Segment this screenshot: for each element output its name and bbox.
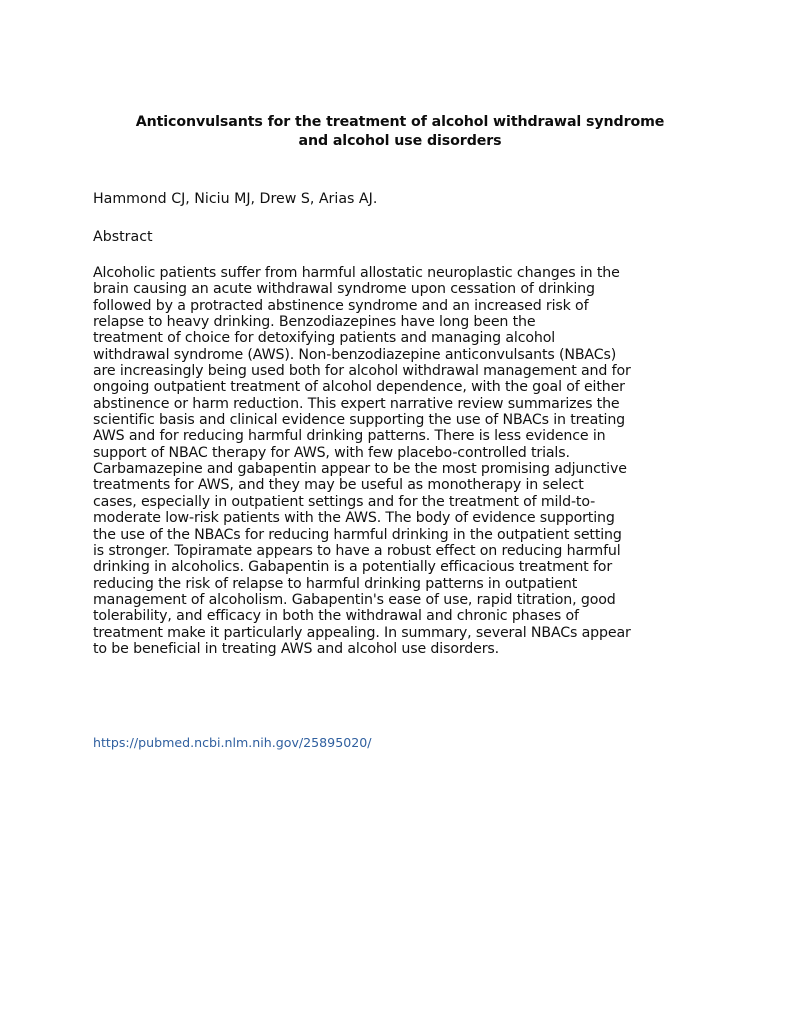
abstract-line: drinking in alcoholics. Gabapentin is a potentially efficacious treatment for <box>93 559 612 576</box>
title-line: and alcohol use disorders <box>298 133 502 149</box>
title-line: Anticonvulsants for the treatment of alcohol withdrawal syndrome <box>135 114 665 130</box>
abstract-line: treatments for AWS, and they may be useful as monotherapy in select <box>93 477 584 494</box>
abstract-line: is stronger. Topiramate appears to have a robust effect on reducing harmful <box>93 542 621 559</box>
abstract-line: treatment make it particularly appealing. In summary, several NBACs appear <box>93 624 631 641</box>
abstract-line: followed by a protracted abstinence syndrome and an increased risk of <box>93 297 589 314</box>
abstract-heading: Abstract <box>93 229 153 245</box>
abstract-line: withdrawal syndrome (AWS). Non-benzodiazepine anticonvulsants (NBACs) <box>93 346 617 363</box>
pubmed-source-link[interactable]: https://pubmed.ncbi.nlm.nih.gov/25895020/ <box>93 735 372 750</box>
abstract-line: abstinence or harm reduction. This expert narrative review summarizes the <box>93 395 620 412</box>
abstract-line: cases, especially in outpatient settings and for the treatment of mild-to- <box>93 493 596 510</box>
abstract-line: to be beneficial in treating AWS and alcohol use disorders. <box>93 640 499 657</box>
abstract-body <box>93 265 718 657</box>
abstract-line: are increasingly being used both for alcohol withdrawal management and for <box>93 363 631 380</box>
abstract-line: management of alcoholism. Gabapentin's ease of use, rapid titration, good <box>93 591 616 608</box>
abstract-line: support of NBAC therapy for AWS, with few placebo-controlled trials. <box>93 444 570 461</box>
abstract-line: the use of the NBACs for reducing harmful drinking in the outpatient setting <box>93 526 622 543</box>
author-list: Hammond CJ, Niciu MJ, Drew S, Arias AJ. <box>93 191 378 207</box>
abstract-line: AWS and for reducing harmful drinking patterns. There is less evidence in <box>93 428 606 445</box>
abstract-line: relapse to heavy drinking. Benzodiazepines have long been the <box>93 314 536 331</box>
abstract-line: ongoing outpatient treatment of alcohol dependence, with the goal of either <box>93 379 625 396</box>
abstract-line: brain causing an acute withdrawal syndrome upon cessation of drinking <box>93 281 595 298</box>
abstract-line: Alcoholic patients suffer from harmful allostatic neuroplastic changes in the <box>93 265 620 281</box>
abstract-line: treatment of choice for detoxifying patients and managing alcohol <box>93 330 556 347</box>
abstract-line: scientific basis and clinical evidence supporting the use of NBACs in treating <box>93 412 626 429</box>
abstract-line: reducing the risk of relapse to harmful drinking patterns in outpatient <box>93 575 578 592</box>
abstract-line: tolerability, and efficacy in both the withdrawal and chronic phases of <box>93 608 579 625</box>
document-title <box>90 113 710 151</box>
abstract-line: Carbamazepine and gabapentin appear to be the most promising adjunctive <box>93 461 627 478</box>
abstract-line: moderate low-risk patients with the AWS. The body of evidence supporting <box>93 510 615 527</box>
